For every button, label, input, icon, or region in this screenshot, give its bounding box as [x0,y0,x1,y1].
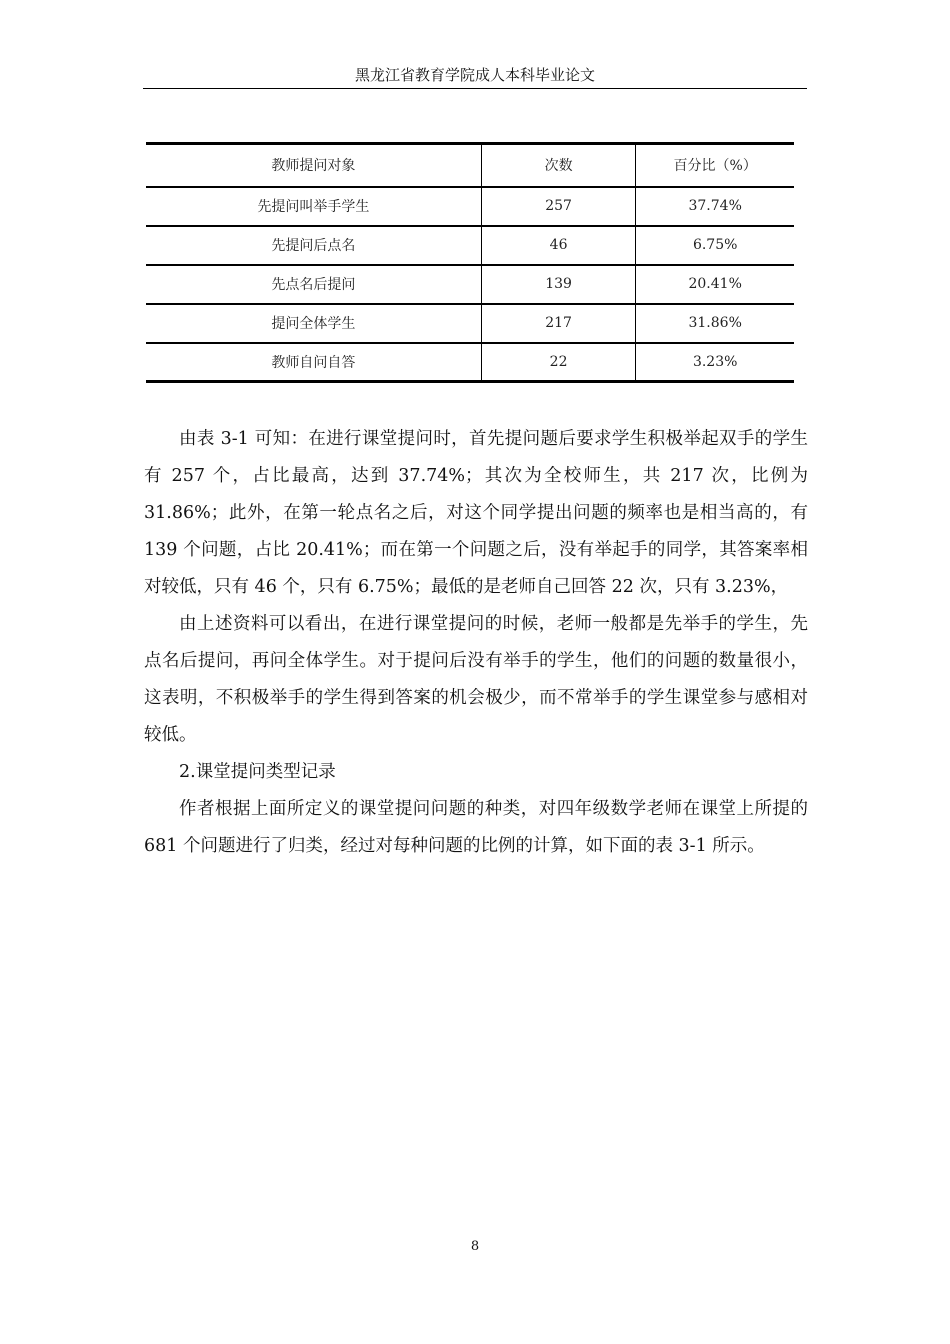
cell-count: 46 [481,226,636,265]
column-header-count: 次数 [481,144,636,187]
paragraph-table-analysis: 由表 3-1 可知：在进行课堂提问时，首先提问题后要求学生积极举起双手的学生有 257 个，占比最高，达到 37.74%；其次为全校师生，共 217 次，比例为 31.86%；此外，在第一轮点名之后，对这个同学提出问题的频率也是相当高的，有 139 个问题，占比 20.41%；而在第一个问题之后，没有举起手的同学，其答案率相对较低，只有 46 个，只有 6.75%；最低的是老师自己回答 22 次，只有 3.23%， [144,429,808,597]
cell-percent: 20.41% [688,276,742,292]
column-header-percent: 百分比（%） [673,158,757,175]
cell-target: 教师自问自答 [146,343,481,382]
table-row [146,226,794,265]
cell-count: 217 [481,304,636,343]
header-rule [143,88,807,89]
page-header-title: 黑龙江省教育学院成人本科毕业论文 [354,66,595,84]
cell-percent: 37.74% [688,198,742,214]
cell-percent: 31.86% [688,315,742,331]
table-row [146,343,794,382]
cell-count: 22 [481,343,636,382]
section-heading: 2.课堂提问类型记录 [179,762,336,782]
table-row [146,265,794,304]
column-header-target: 教师提问对象 [146,144,481,187]
question-target-table [146,142,794,383]
page-number: 8 [470,1239,480,1254]
table-row [146,187,794,226]
table-header-row [146,144,794,187]
cell-target: 先提问叫举手学生 [146,187,481,226]
paragraph-conclusion: 由上述资料可以看出，在进行课堂提问的时候，老师一般都是先举手的学生，先点名后提问，再问全体学生。对于提问后没有举手的学生，他们的问题的数量很小，这表明，不积极举手的学生得到答案的机会极少，而不常举手的学生课堂参与感相对较低。 [144,614,808,745]
cell-target: 提问全体学生 [146,304,481,343]
paragraph-question-types: 作者根据上面所定义的课堂提问问题的种类，对四年级数学老师在课堂上所提的 681 个问题进行了归类，经过对每种问题的比例的计算，如下面的表 3-1 所示。 [144,799,808,856]
cell-percent: 3.23% [692,353,738,370]
table-row [146,304,794,343]
cell-count: 139 [481,265,636,304]
cell-target: 先提问后点名 [146,226,481,265]
cell-target: 先点名后提问 [146,265,481,304]
cell-percent: 6.75% [692,237,738,253]
cell-count: 257 [481,187,636,226]
body-text [144,421,808,865]
